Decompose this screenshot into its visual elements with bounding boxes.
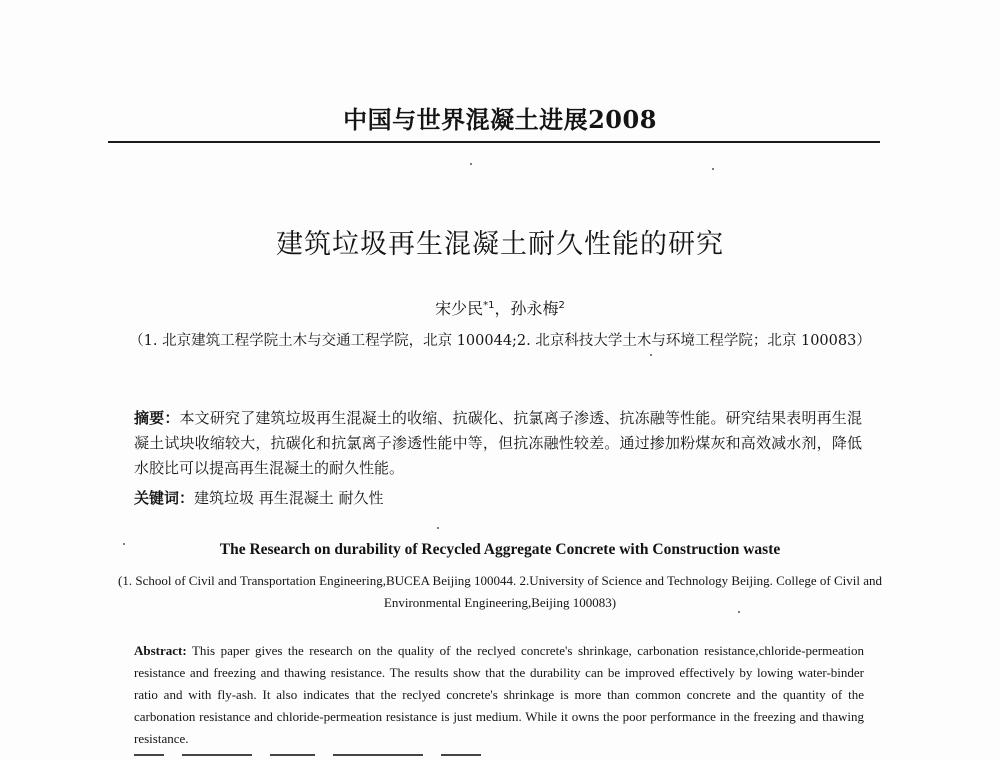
chinese-abstract-label: 摘要： [134, 409, 180, 427]
scan-speck [470, 163, 472, 165]
running-header-title: 中国与世界混凝土进展2008 [343, 105, 657, 134]
english-affiliation: (1. School of Civil and Transportation Engineering,BUCEA Beijing 100044. 2.University of Science and Technology Beijing. College of Civil and Environmental Engineering,Beijing 100083) [118, 573, 882, 610]
cropped-glyph-fragment [182, 754, 252, 756]
chinese-keywords [134, 486, 862, 511]
chinese-abstract-text: 本文研究了建筑垃圾再生混凝土的收缩、抗碳化、抗氯离子渗透、抗冻融等性能。研究结果表明再生混凝土试块收缩较大，抗碳化和抗氯离子渗透性能中等，但抗冻融性较差。通过掺加粉煤灰和高效减水剂，降低水胶比可以提高再生混凝土的耐久性能。 [134, 409, 862, 477]
author-separator: ， [494, 299, 511, 318]
chinese-author-line [0, 296, 1000, 319]
cropped-glyph-fragment [333, 754, 423, 756]
header-rule [108, 141, 880, 143]
cropped-glyph-fragment [134, 754, 164, 756]
chinese-keywords-text: 建筑垃圾 再生混凝土 耐久性 [194, 489, 384, 507]
chinese-affiliation: （1. 北京建筑工程学院土木与交通工程学院，北京 100044;2. 北京科技大学土木与环境工程学院；北京 100083） [129, 333, 871, 349]
english-abstract-label: Abstract: [134, 643, 187, 658]
chinese-abstract [134, 406, 862, 481]
english-abstract-text: This paper gives the research on the quality of the reclyed concrete's shrinkage, carbonation resistance,chloride-permeation resistance and freezing and thawing resistance. The results show that the durability can be improved effectively by lowing water-binder ratio and with fly-ash. It also indicates that the reclyed concrete's shrinkage is more than common concrete and the quantity of the carbonation resistance and chloride-permeation resistance is just medium. While it owns the poor performance in the freezing and thawing resistance. [134, 643, 864, 746]
cropped-glyph-fragment [270, 754, 315, 756]
author-name: 孙永梅 [510, 299, 559, 318]
english-abstract [134, 640, 864, 750]
scan-speck [650, 354, 652, 356]
author-name: 宋少民 [435, 299, 484, 318]
scan-speck [712, 168, 714, 170]
cropped-next-line [134, 754, 534, 760]
chinese-paper-title: 建筑垃圾再生混凝土耐久性能的研究 [276, 229, 724, 260]
author-affiliation-mark: 2 [558, 300, 565, 311]
chinese-keywords-label: 关键词： [134, 489, 195, 507]
author-affiliation-mark: *1 [483, 300, 495, 311]
cropped-glyph-fragment [441, 754, 481, 756]
scan-speck [437, 527, 439, 529]
english-paper-title: The Research on durability of Recycled Aggregate Concrete with Construction waste [219, 541, 781, 558]
